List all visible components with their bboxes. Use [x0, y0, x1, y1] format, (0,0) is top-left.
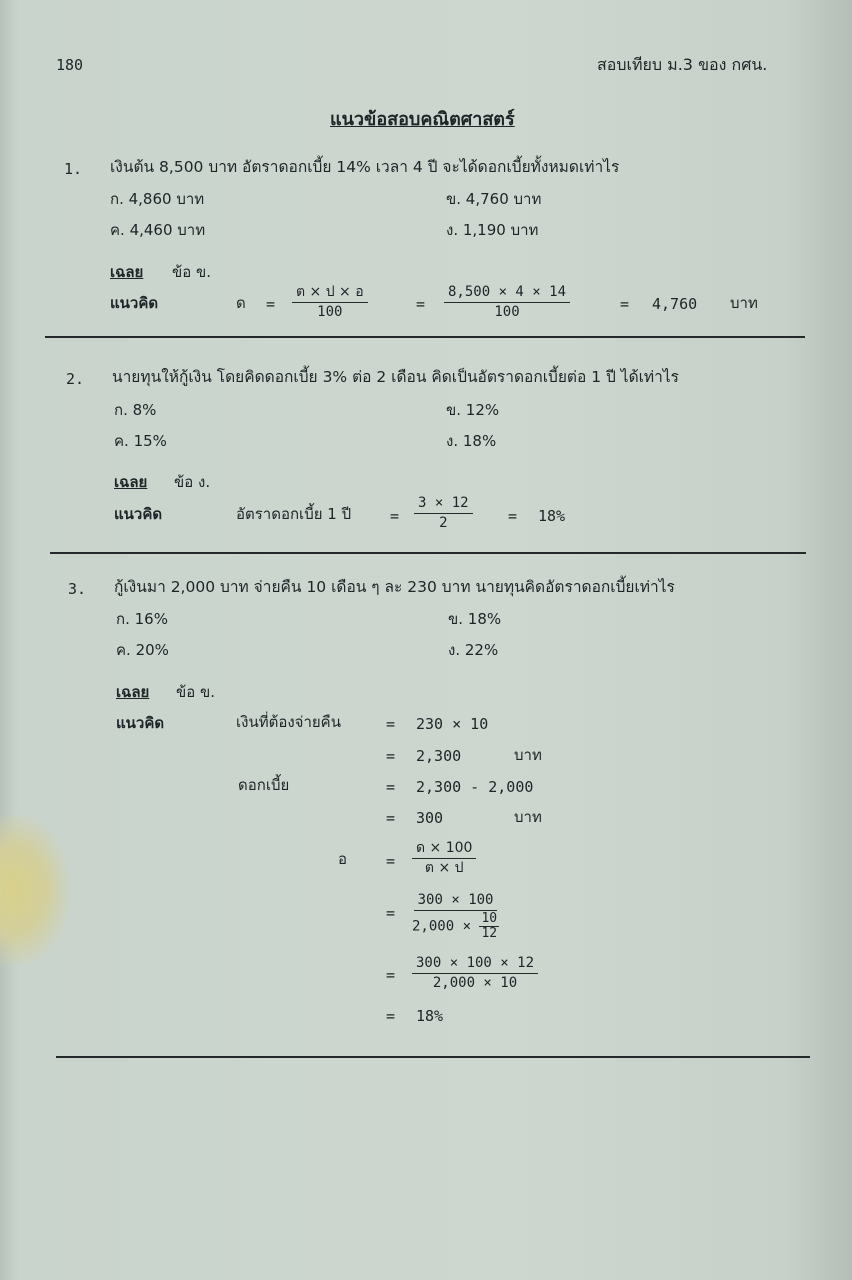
answer-value: ข้อ ข.	[172, 263, 212, 281]
payback-value: 2,300	[416, 747, 462, 765]
result-value: 4,760	[652, 295, 698, 313]
choice-d: ง. 22%	[448, 641, 499, 659]
inner-numerator: 10	[481, 911, 498, 926]
equals-sign: =	[508, 507, 518, 525]
interest-label: ดอกเบี้ย	[238, 776, 290, 794]
question-number: 3.	[68, 580, 87, 598]
fraction-numerator: ต × ป × อ	[292, 284, 368, 303]
result-unit: บาท	[730, 294, 758, 312]
payback-expression: 230 × 10	[416, 715, 489, 733]
choice-b: ข. 4,760 บาท	[446, 190, 542, 208]
section-divider	[50, 552, 806, 554]
fraction-numerator: ด × 100	[412, 840, 476, 859]
fraction-denominator: 100	[317, 304, 343, 320]
answer-value: ข้อ ง.	[174, 473, 211, 491]
equals-sign: =	[386, 747, 396, 765]
denominator-principal: 2,000 ×	[412, 918, 472, 935]
choice-a: ก. 8%	[114, 401, 157, 419]
question-number: 1.	[64, 160, 83, 178]
answer-label: เฉลย	[110, 263, 144, 281]
interest-expression: 2,300 - 2,000	[416, 778, 534, 796]
fraction-numerator: 3 × 12	[414, 495, 473, 514]
equals-sign: =	[386, 966, 396, 984]
formula-fraction	[292, 284, 368, 321]
section-divider	[56, 1056, 810, 1058]
rate-label: อ	[338, 850, 348, 868]
equals-sign: =	[386, 1007, 396, 1025]
equals-sign: =	[416, 295, 426, 313]
choice-d: ง. 18%	[446, 432, 497, 450]
result-value: 18%	[416, 1007, 444, 1025]
choice-a: ก. 16%	[116, 610, 168, 628]
equals-sign: =	[390, 507, 400, 525]
method-label: แนวคิด	[116, 714, 165, 732]
fraction-denominator	[412, 911, 499, 941]
formula-lhs: ด	[236, 294, 246, 312]
section-divider	[45, 336, 805, 338]
choice-c: ค. 4,460 บาท	[110, 221, 206, 239]
equals-sign: =	[386, 904, 396, 922]
substituted-fraction	[444, 284, 570, 321]
method-label: แนวคิด	[114, 505, 163, 523]
fraction-denominator: ต × ป	[424, 860, 464, 876]
equals-sign: =	[386, 809, 396, 827]
paper-stain	[0, 815, 70, 965]
rate-formula-fraction	[412, 840, 476, 877]
unit-label: บาท	[514, 808, 542, 826]
fraction-denominator: 2,000 × 10	[432, 975, 518, 991]
choice-c: ค. 15%	[114, 432, 167, 450]
method-label: แนวคิด	[110, 294, 159, 312]
answer-label: เฉลย	[114, 473, 148, 491]
question-text: เงินต้น 8,500 บาท อัตราดอกเบี้ย 14% เวลา 4 ปี จะได้ดอกเบี้ยทั้งหมดเท่าไร	[110, 158, 620, 176]
substituted-fraction	[412, 892, 499, 941]
interest-value: 300	[416, 809, 444, 827]
page-number: 180	[56, 56, 84, 74]
fraction-numerator: 300 × 100	[414, 892, 498, 911]
question-text: กู้เงินมา 2,000 บาท จ่ายคืน 10 เดือน ๆ ละ 230 บาท นายทุนคิดอัตราดอกเบี้ยเท่าไร	[114, 578, 675, 596]
question-text: นายทุนให้กู้เงิน โดยคิดดอกเบี้ย 3% ต่อ 2 เดือน คิดเป็นอัตราดอกเบี้ยต่อ 1 ปี ได้เท่าไร	[112, 368, 679, 386]
equals-sign: =	[386, 852, 396, 870]
fraction-denominator: 2	[439, 515, 448, 531]
equals-sign: =	[386, 778, 396, 796]
page-title: แนวข้อสอบคณิตศาสตร์	[330, 109, 515, 130]
result-value: 18%	[538, 507, 566, 525]
answer-value: ข้อ ข.	[176, 683, 216, 701]
choice-c: ค. 20%	[116, 641, 169, 659]
formula-lhs: อัตราดอกเบี้ย 1 ปี	[236, 505, 352, 523]
choice-b: ข. 18%	[448, 610, 502, 628]
formula-fraction	[414, 495, 473, 532]
equals-sign: =	[620, 295, 630, 313]
unit-label: บาท	[514, 746, 542, 764]
simplified-fraction	[412, 955, 538, 992]
choice-d: ง. 1,190 บาท	[446, 221, 539, 239]
answer-label: เฉลย	[116, 683, 150, 701]
inner-denominator: 12	[481, 926, 498, 941]
equals-sign: =	[266, 295, 276, 313]
time-fraction	[479, 912, 499, 941]
running-title: สอบเทียบ ม.3 ของ กศน.	[597, 55, 768, 74]
fraction-numerator: 8,500 × 4 × 14	[444, 284, 570, 303]
fraction-numerator: 300 × 100 × 12	[412, 955, 538, 974]
question-number: 2.	[66, 370, 85, 388]
fraction-denominator: 100	[494, 304, 520, 320]
choice-a: ก. 4,860 บาท	[110, 190, 205, 208]
payback-label: เงินที่ต้องจ่ายคืน	[236, 713, 341, 731]
choice-b: ข. 12%	[446, 401, 500, 419]
equals-sign: =	[386, 715, 396, 733]
